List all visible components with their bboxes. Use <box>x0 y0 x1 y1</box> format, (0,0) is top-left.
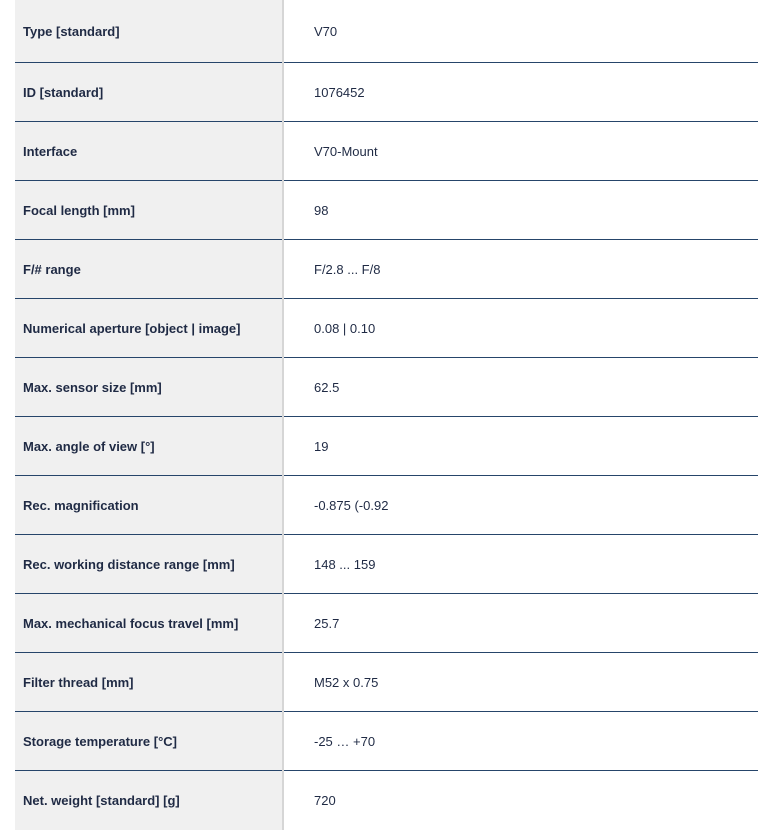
table-row <box>15 122 758 181</box>
spec-table <box>15 0 758 830</box>
table-row <box>15 299 758 358</box>
spec-label: Storage temperature [°C] <box>15 712 283 771</box>
spec-value: V70 <box>283 0 758 63</box>
table-row <box>15 476 758 535</box>
spec-value: 1076452 <box>283 63 758 122</box>
spec-value: F/2.8 ... F/8 <box>283 240 758 299</box>
spec-label: Max. angle of view [°] <box>15 417 283 476</box>
spec-label: Max. mechanical focus travel [mm] <box>15 594 283 653</box>
spec-label: Rec. working distance range [mm] <box>15 535 283 594</box>
spec-value: 25.7 <box>283 594 758 653</box>
table-row <box>15 358 758 417</box>
spec-label: Numerical aperture [object | image] <box>15 299 283 358</box>
spec-value: 62.5 <box>283 358 758 417</box>
spec-label: Max. sensor size [mm] <box>15 358 283 417</box>
table-row <box>15 653 758 712</box>
spec-table-container <box>15 0 758 830</box>
table-row <box>15 712 758 771</box>
spec-label: Rec. magnification <box>15 476 283 535</box>
table-row <box>15 63 758 122</box>
spec-value: 98 <box>283 181 758 240</box>
table-row <box>15 594 758 653</box>
spec-label: ID [standard] <box>15 63 283 122</box>
spec-label: Net. weight [standard] [g] <box>15 771 283 830</box>
spec-value: M52 x 0.75 <box>283 653 758 712</box>
spec-label: Filter thread [mm] <box>15 653 283 712</box>
table-row <box>15 417 758 476</box>
spec-label: Type [standard] <box>15 0 283 63</box>
spec-value: 720 <box>283 771 758 830</box>
spec-value: 148 ... 159 <box>283 535 758 594</box>
spec-value: -0.875 (-0.92 <box>283 476 758 535</box>
table-row <box>15 535 758 594</box>
spec-label: F/# range <box>15 240 283 299</box>
spec-label: Interface <box>15 122 283 181</box>
table-row <box>15 181 758 240</box>
table-row <box>15 240 758 299</box>
spec-value: -25 … +70 <box>283 712 758 771</box>
spec-value: 19 <box>283 417 758 476</box>
spec-label: Focal length [mm] <box>15 181 283 240</box>
spec-value: 0.08 | 0.10 <box>283 299 758 358</box>
spec-value: V70-Mount <box>283 122 758 181</box>
table-row <box>15 0 758 63</box>
table-row <box>15 771 758 830</box>
